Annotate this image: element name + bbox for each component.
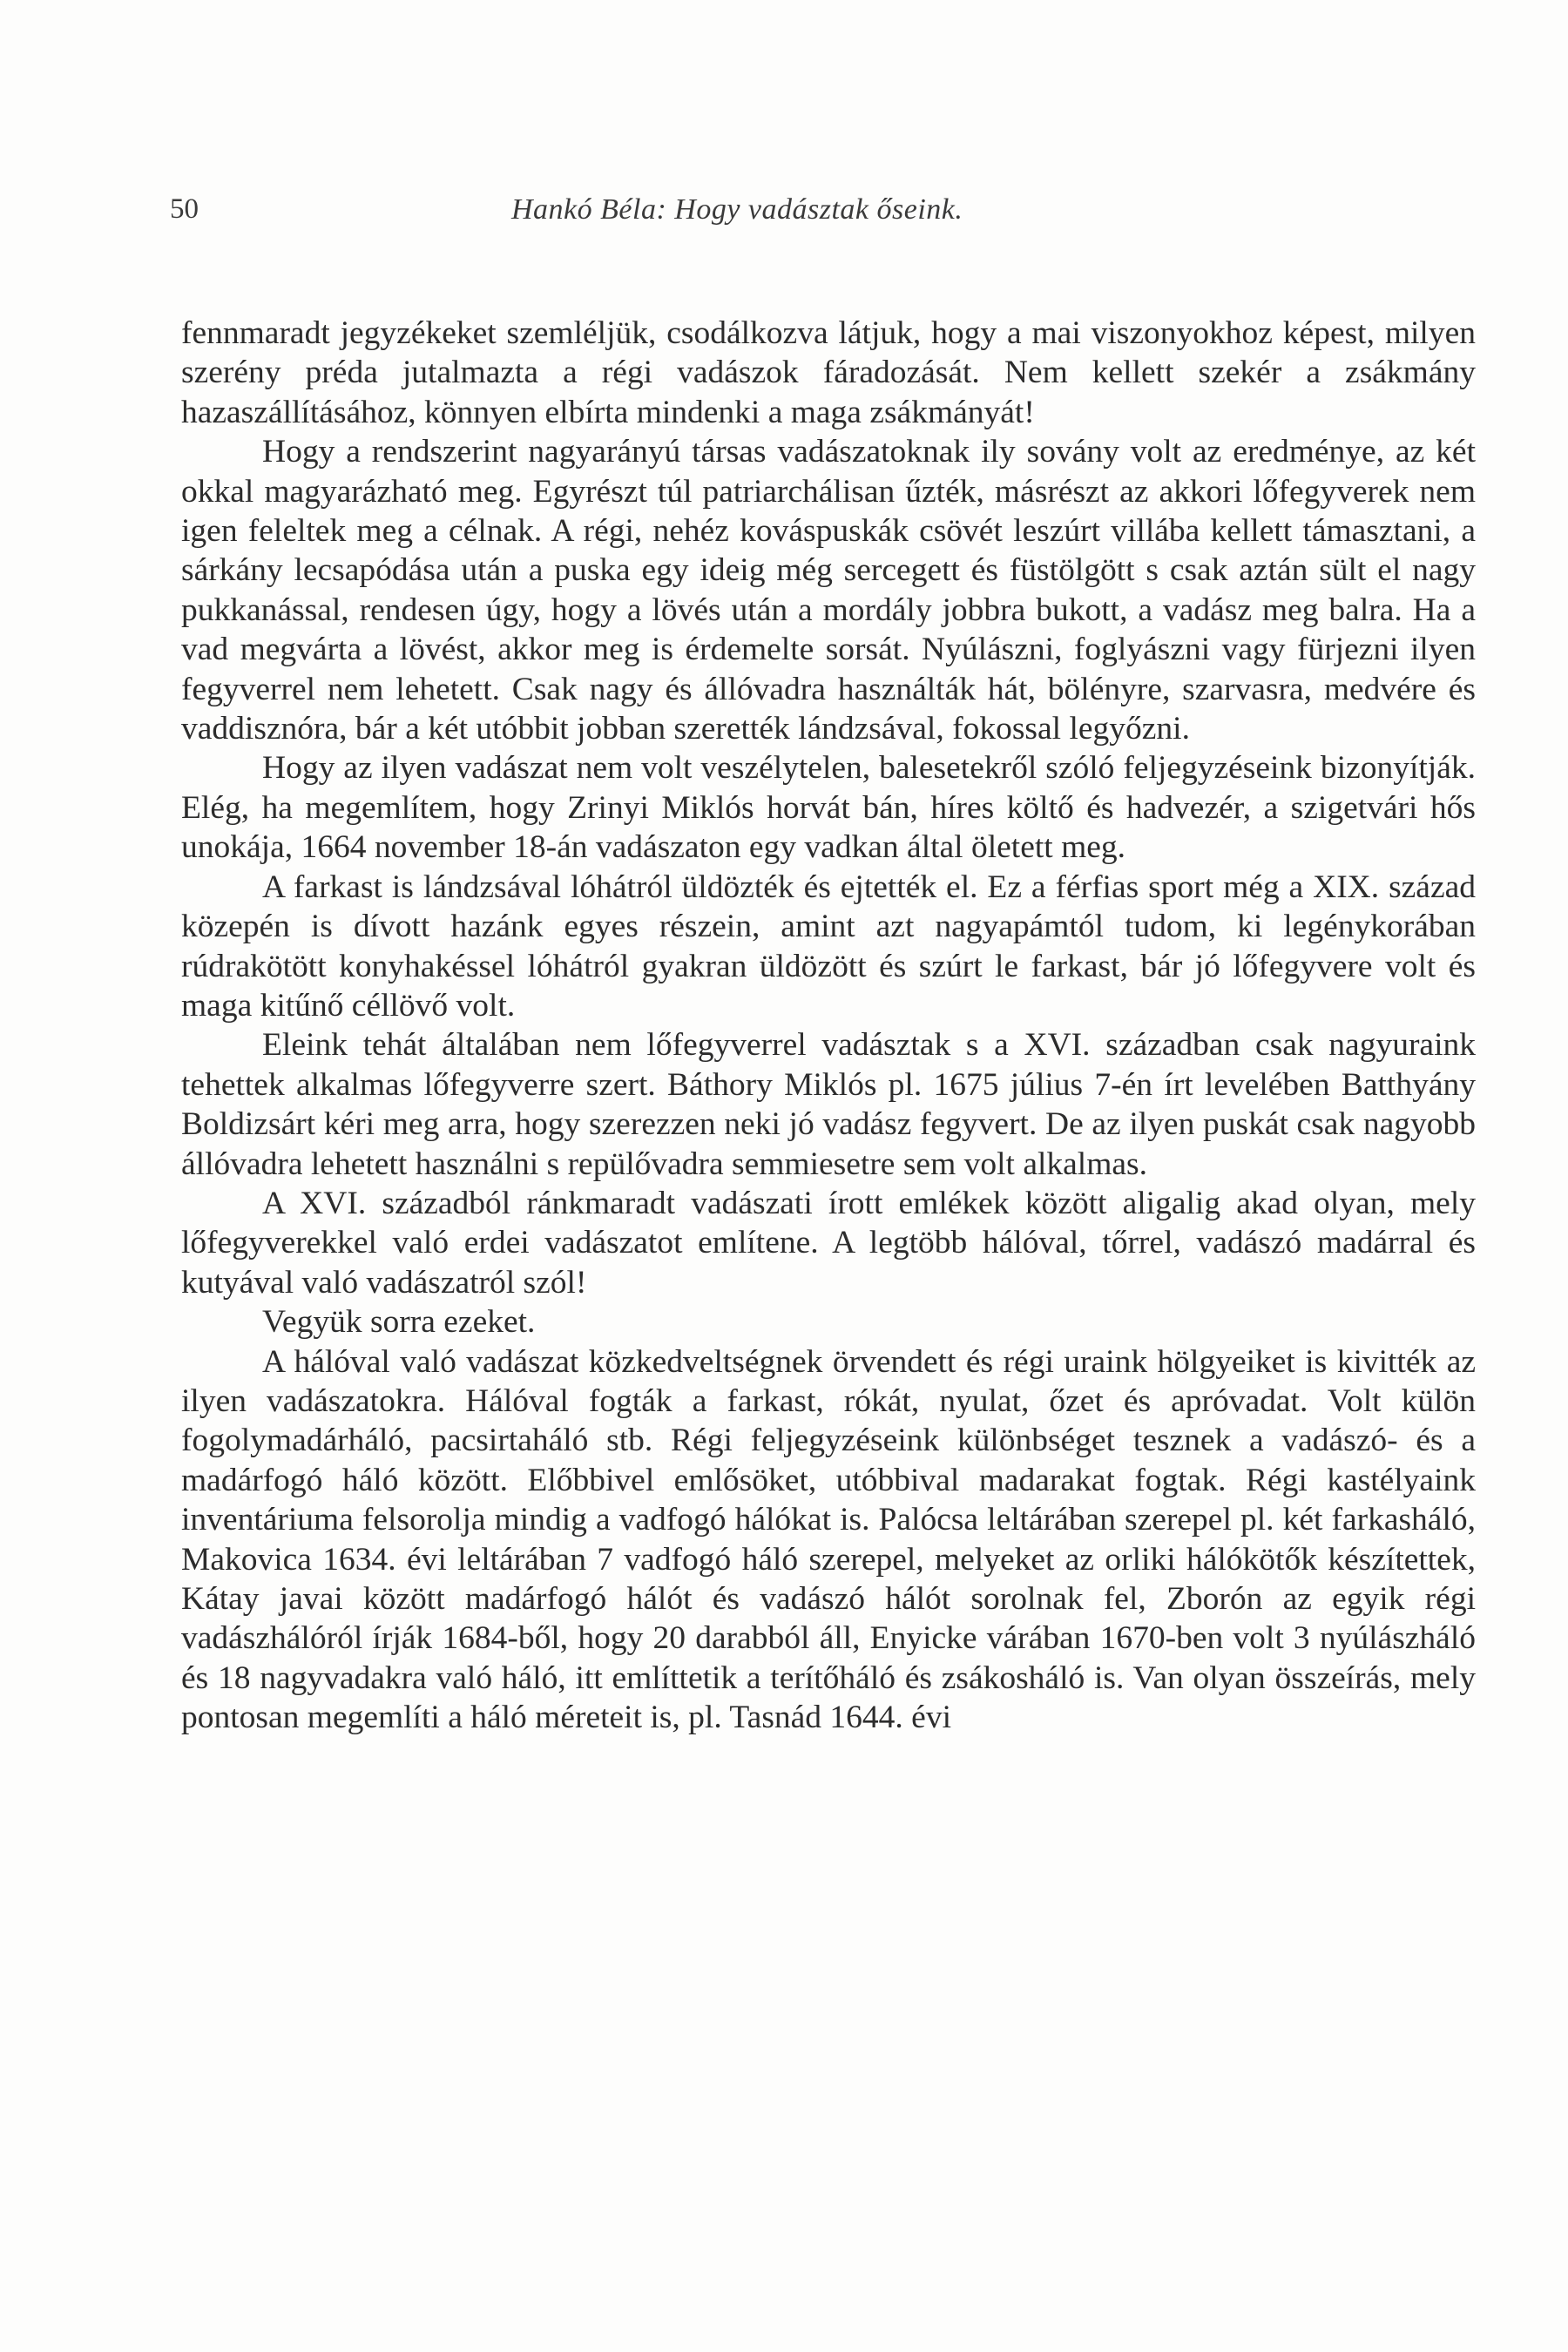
- page-number: 50: [170, 193, 199, 225]
- paragraph: Vegyük sorra ezeket.: [262, 1304, 536, 1341]
- paragraph: Hogy a rendszerint nagyarányú társas vadászatoknak ily sovány volt az eredménye, az két okkal magyarázható meg. Egyrészt túl patriarchálisan űzték, másrészt az akkori lőfegyverek nem igen feleltek meg a célnak. A régi, nehéz kováspuskák csövét leszúrt villába kellett támasztani, a sárkány lecsapódása után a puska egy ideig még sercegett és füstölgött s csak aztán sült el nagy pukkanással, rendesen úgy, hogy a lövés után a mordály jobbra bukott, a vadász meg balra. Ha a vad megvárta a lövést, akkor meg is érdemelte sorsát. Nyúlászni, foglyászni vagy fürjezni ilyen fegyverrel nem lehetett. Csak nagy és állóvadra használták hát, bölényre, szarvasra, medvére és vaddisznóra, bár a két utóbbit jobban szerették lándzsával, fokossal legyőzni.: [181, 434, 1476, 747]
- paragraph: A farkast is lándzsával lóhátról üldözték és ejtették el. Ez a férfias sport még a XIX. század közepén is dívott hazánk egyes részein, amint azt nagyapámtól tudom, ki legénykorában rúdrakötött konyhakéssel lóhátról gyakran üldözött és szúrt le farkast, bár jó lőfegyvere volt és maga kitűnő céllövő volt.: [181, 868, 1476, 1024]
- paragraph: fennmaradt jegyzékeket szemléljük, csodálkozva látjuk, hogy a mai viszonyokhoz képest, milyen szerény préda jutalmazta a régi vadászok fáradozását. Nem kellett szekér a zsákmány hazaszállításához, könnyen elbírta mindenki a maga zsákmányát!: [181, 315, 1476, 430]
- paragraph: Hogy az ilyen vadászat nem volt veszélytelen, balesetekről szóló feljegyzéseink bizonyítják. Elég, ha megemlítem, hogy Zrinyi Miklós horvát bán, híres költő és hadvezér, a szigetvári hős unokája, 1664 november 18-án vadászaton egy vadkan által öletett meg.: [181, 750, 1476, 866]
- page-header: [170, 193, 1494, 237]
- paragraph: A XVI. századból ránkmaradt vadászati írott emlékek között aligalig akad olyan, mely lőfegyverekkel való erdei vadászatot említene. A legtöbb hálóval, tőrrel, vadászó madárral és kutyával való vadászatról szól!: [181, 1185, 1476, 1301]
- running-head: Hankó Béla: Hogy vadásztak őseink.: [511, 193, 963, 226]
- body-text: [181, 314, 1476, 1738]
- paragraph: Eleink tehát általában nem lőfegyverrel vadásztak s a XVI. században csak nagyuraink tehettek alkalmas lőfegyverre szert. Báthory Miklós pl. 1675 július 7-én írt levelében Batthyány Boldizsárt kéri meg arra, hogy szerezzen neki jó vadász fegyvert. De az ilyen puskát csak nagyobb állóvadra lehetett használni s repülővadra semmiesetre sem volt alkalmas.: [181, 1027, 1476, 1182]
- paragraph: A hálóval való vadászat közkedveltségnek örvendett és régi uraink hölgyeiket is kivitték az ilyen vadászatokra. Hálóval fogták a farkast, rókát, nyulat, őzet és apróvadat. Volt külön fogolymadárháló, pacsirtaháló stb. Régi feljegyzéseink különbséget tesznek a vadászó- és a madárfogó háló között. Előbbivel emlősöket, utóbbival madarakat fogtak. Régi kastélyaink inventáriuma felsorolja mindig a vadfogó hálókat is. Palócsa leltárában szerepel pl. két farkasháló, Makovica 1634. évi leltárában 7 vadfogó háló szerepel, melyeket az orliki hálókötők készítettek, Kátay javai között madárfogó hálót és vadászó hálót sorolnak fel, Zborón az egyik régi vadászhálóról írják 1684-ből, hogy 20 darabból áll, Enyicke várában 1670-ben volt 3 nyúlászháló és 18 nagyvadakra való háló, itt említtetik a terítőháló és zsákosháló is. Van olyan összeírás, mely pontosan megemlíti a háló méreteit is, pl. Tasnád 1644. évi: [181, 1343, 1476, 1736]
